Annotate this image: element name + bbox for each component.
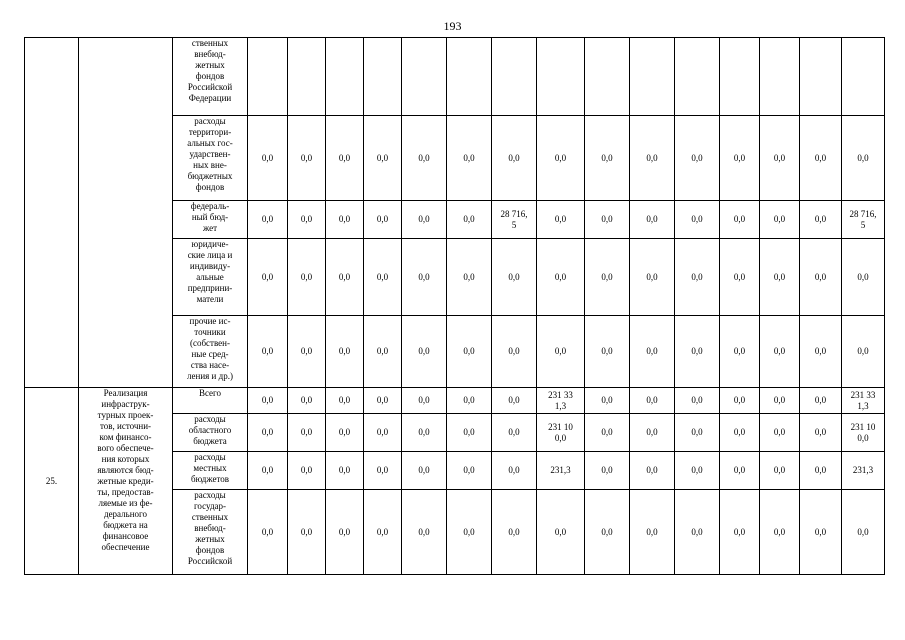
value-cell bbox=[447, 201, 492, 239]
value-cell-text: 0,0 bbox=[261, 427, 274, 437]
value-cell bbox=[537, 388, 585, 414]
value-cell bbox=[326, 452, 364, 490]
value-cell bbox=[630, 452, 675, 490]
value-cell-text: 0,0 bbox=[601, 152, 613, 163]
funding-source-cell-text: расходы государ- ственных внебюд- жетных фондов Российской bbox=[187, 490, 233, 566]
value-cell bbox=[760, 316, 800, 388]
funding-source-cell-text: федераль- ный бюд- жет bbox=[190, 201, 230, 233]
value-cell-text: 0,0 bbox=[463, 427, 475, 437]
value-cell-text: 0,0 bbox=[554, 214, 567, 224]
value-cell-text: 0,0 bbox=[338, 152, 351, 163]
row-number-cell-text: 25. bbox=[45, 475, 58, 486]
value-cell bbox=[364, 239, 402, 316]
value-cell bbox=[537, 201, 585, 239]
value-cell bbox=[326, 201, 364, 239]
value-cell bbox=[675, 201, 720, 239]
value-cell bbox=[248, 38, 288, 116]
value-cell-text: 0,0 bbox=[418, 214, 430, 224]
value-cell-text: 0,0 bbox=[814, 465, 827, 475]
value-cell-text: 0,0 bbox=[463, 395, 475, 405]
value-cell bbox=[364, 388, 402, 414]
value-cell bbox=[447, 452, 492, 490]
value-cell bbox=[800, 116, 842, 201]
value-cell bbox=[720, 452, 760, 490]
funding-source-cell-text: расходы местных бюджетов bbox=[190, 452, 230, 484]
value-cell bbox=[248, 388, 288, 414]
value-cell bbox=[402, 452, 447, 490]
value-cell bbox=[492, 239, 537, 316]
value-cell bbox=[537, 116, 585, 201]
value-cell-text: 0,0 bbox=[376, 152, 389, 163]
value-cell-text: 0,0 bbox=[463, 214, 475, 224]
value-cell bbox=[760, 201, 800, 239]
value-cell-text: 0,0 bbox=[300, 427, 313, 437]
value-cell bbox=[248, 414, 288, 452]
funding-source-cell-text: ственных внебюд- жетных фондов Российской Федерации bbox=[187, 38, 233, 103]
value-cell bbox=[760, 239, 800, 316]
value-cell-text: 0,0 bbox=[646, 214, 658, 224]
value-cell-text: 0,0 bbox=[463, 465, 475, 475]
value-cell bbox=[447, 490, 492, 575]
value-cell bbox=[447, 239, 492, 316]
value-cell bbox=[537, 490, 585, 575]
value-cell-text: 28 716, 5 bbox=[849, 208, 877, 230]
value-cell bbox=[492, 38, 537, 116]
value-cell bbox=[326, 239, 364, 316]
value-cell-text: 0,0 bbox=[508, 271, 520, 282]
funding-source-cell bbox=[173, 239, 248, 316]
value-cell bbox=[630, 490, 675, 575]
value-cell-text: 0,0 bbox=[601, 271, 613, 282]
value-cell-text: 0,0 bbox=[554, 271, 567, 282]
value-cell-text: 0,0 bbox=[508, 152, 520, 163]
value-cell bbox=[585, 38, 630, 116]
value-cell bbox=[402, 239, 447, 316]
value-cell-text: 0,0 bbox=[261, 152, 274, 163]
value-cell-text: 0,0 bbox=[773, 271, 786, 282]
value-cell bbox=[675, 239, 720, 316]
value-cell-text: 0,0 bbox=[691, 214, 703, 224]
value-cell-text: 0,0 bbox=[857, 152, 869, 163]
value-cell bbox=[800, 38, 842, 116]
value-cell-text: 0,0 bbox=[376, 271, 389, 282]
value-cell-text: 0,0 bbox=[773, 526, 786, 537]
row-number-cell bbox=[25, 388, 79, 575]
value-cell-text: 231 33 1,3 bbox=[850, 389, 876, 411]
value-cell-text: 0,0 bbox=[261, 526, 274, 537]
value-cell-text: 0,0 bbox=[508, 427, 520, 437]
value-cell-text: 0,0 bbox=[814, 152, 827, 163]
value-cell-text: 0,0 bbox=[601, 395, 613, 405]
value-cell bbox=[630, 414, 675, 452]
value-cell bbox=[760, 388, 800, 414]
value-cell bbox=[842, 414, 885, 452]
value-cell bbox=[492, 201, 537, 239]
value-cell bbox=[720, 490, 760, 575]
value-cell bbox=[585, 452, 630, 490]
value-cell-text: 0,0 bbox=[601, 465, 613, 475]
value-cell-text: 0,0 bbox=[691, 465, 703, 475]
value-cell-text: 0,0 bbox=[773, 395, 786, 405]
value-cell-text: 0,0 bbox=[418, 395, 430, 405]
value-cell-text: 0,0 bbox=[773, 346, 786, 356]
value-cell bbox=[800, 239, 842, 316]
value-cell bbox=[630, 201, 675, 239]
value-cell-text: 0,0 bbox=[338, 346, 351, 356]
funding-source-cell-text: расходы областного бюджета bbox=[188, 414, 232, 446]
value-cell bbox=[492, 388, 537, 414]
funding-source-cell bbox=[173, 452, 248, 490]
value-cell-text: 0,0 bbox=[601, 346, 613, 356]
value-cell bbox=[800, 316, 842, 388]
value-cell bbox=[800, 452, 842, 490]
value-cell-text: 0,0 bbox=[300, 152, 313, 163]
table-row bbox=[25, 388, 885, 414]
value-cell bbox=[800, 201, 842, 239]
value-cell-text: 0,0 bbox=[338, 271, 351, 282]
value-cell-text: 0,0 bbox=[508, 346, 520, 356]
value-cell bbox=[585, 316, 630, 388]
value-cell-text: 0,0 bbox=[508, 526, 520, 537]
value-cell bbox=[720, 388, 760, 414]
value-cell bbox=[248, 316, 288, 388]
value-cell bbox=[447, 316, 492, 388]
value-cell-text: 0,0 bbox=[691, 427, 703, 437]
value-cell bbox=[585, 490, 630, 575]
value-cell bbox=[842, 452, 885, 490]
value-cell-text: 231 33 1,3 bbox=[548, 389, 573, 411]
value-cell-text: 231,3 bbox=[550, 465, 571, 475]
value-cell bbox=[288, 414, 326, 452]
value-cell-text: 0,0 bbox=[733, 465, 746, 475]
value-cell bbox=[760, 116, 800, 201]
value-cell-text: 231,3 bbox=[852, 465, 874, 475]
value-cell-text: 0,0 bbox=[733, 152, 746, 163]
value-cell bbox=[326, 316, 364, 388]
value-cell bbox=[800, 490, 842, 575]
value-cell-text: 0,0 bbox=[261, 465, 274, 475]
value-cell-text: 0,0 bbox=[814, 526, 827, 537]
value-cell-text: 0,0 bbox=[300, 465, 313, 475]
value-cell bbox=[675, 414, 720, 452]
funding-source-cell bbox=[173, 38, 248, 116]
value-cell bbox=[585, 239, 630, 316]
value-cell bbox=[675, 388, 720, 414]
value-cell-text: 0,0 bbox=[418, 526, 430, 537]
value-cell-text: 0,0 bbox=[601, 427, 613, 437]
value-cell bbox=[288, 239, 326, 316]
value-cell-text: 0,0 bbox=[857, 346, 869, 356]
value-cell bbox=[364, 452, 402, 490]
value-cell-text: 28 716, 5 bbox=[500, 208, 528, 230]
value-cell bbox=[326, 490, 364, 575]
measure-name-cell bbox=[79, 38, 173, 388]
value-cell-text: 0,0 bbox=[733, 395, 746, 405]
value-cell-text: 0,0 bbox=[601, 214, 613, 224]
value-cell bbox=[537, 239, 585, 316]
value-cell bbox=[364, 414, 402, 452]
value-cell-text: 0,0 bbox=[463, 152, 475, 163]
value-cell bbox=[402, 490, 447, 575]
value-cell-text: 0,0 bbox=[418, 346, 430, 356]
value-cell-text: 0,0 bbox=[554, 346, 567, 356]
value-cell-text: 0,0 bbox=[814, 346, 827, 356]
value-cell bbox=[248, 490, 288, 575]
value-cell-text: 231 10 0,0 bbox=[548, 421, 573, 443]
value-cell-text: 0,0 bbox=[261, 395, 274, 405]
value-cell-text: 0,0 bbox=[376, 346, 389, 356]
value-cell bbox=[630, 116, 675, 201]
value-cell-text: 0,0 bbox=[338, 526, 351, 537]
value-cell-text: 0,0 bbox=[733, 346, 746, 356]
value-cell-text: 0,0 bbox=[733, 427, 746, 437]
value-cell-text: 0,0 bbox=[261, 271, 274, 282]
budget-table bbox=[24, 37, 885, 575]
value-cell-text: 0,0 bbox=[300, 346, 313, 356]
value-cell bbox=[537, 38, 585, 116]
value-cell-text: 0,0 bbox=[338, 214, 351, 224]
value-cell-text: 0,0 bbox=[418, 465, 430, 475]
funding-source-cell-text: Всего bbox=[198, 388, 222, 398]
value-cell-text: 0,0 bbox=[418, 271, 430, 282]
value-cell-text: 0,0 bbox=[857, 271, 869, 282]
value-cell bbox=[402, 116, 447, 201]
value-cell bbox=[288, 452, 326, 490]
value-cell-text: 0,0 bbox=[463, 271, 475, 282]
value-cell-text: 0,0 bbox=[418, 427, 430, 437]
value-cell bbox=[326, 116, 364, 201]
value-cell-text: 0,0 bbox=[463, 526, 475, 537]
table-row bbox=[25, 38, 885, 116]
value-cell bbox=[288, 316, 326, 388]
value-cell-text: 0,0 bbox=[814, 395, 827, 405]
measure-name-cell-text: Реализация инфраструк- турных проек- тов, источни- ком финансо- вого обеспече- ния которых являются бюд- жетные креди- ты, предостав- ляемые из фе- дерального бюджета на финансовое обеспечение bbox=[97, 388, 154, 552]
value-cell-text: 0,0 bbox=[261, 346, 274, 356]
value-cell bbox=[447, 414, 492, 452]
value-cell bbox=[537, 414, 585, 452]
value-cell bbox=[402, 414, 447, 452]
value-cell bbox=[288, 388, 326, 414]
value-cell bbox=[364, 201, 402, 239]
funding-source-cell bbox=[173, 116, 248, 201]
funding-source-cell-text: юридиче- ские лица и индивиду- альные предприни- матели bbox=[187, 239, 233, 304]
value-cell bbox=[288, 38, 326, 116]
value-cell bbox=[492, 490, 537, 575]
value-cell bbox=[492, 452, 537, 490]
value-cell bbox=[492, 316, 537, 388]
value-cell bbox=[326, 414, 364, 452]
value-cell bbox=[760, 38, 800, 116]
value-cell-text: 0,0 bbox=[773, 214, 786, 224]
value-cell bbox=[585, 388, 630, 414]
value-cell-text: 0,0 bbox=[646, 427, 658, 437]
value-cell bbox=[248, 239, 288, 316]
funding-source-cell bbox=[173, 490, 248, 575]
value-cell bbox=[537, 452, 585, 490]
value-cell bbox=[630, 316, 675, 388]
value-cell-text: 0,0 bbox=[646, 152, 658, 163]
value-cell-text: 0,0 bbox=[376, 427, 389, 437]
value-cell-text: 0,0 bbox=[601, 526, 613, 537]
value-cell-text: 0,0 bbox=[300, 526, 313, 537]
value-cell bbox=[842, 116, 885, 201]
value-cell-text: 0,0 bbox=[646, 526, 658, 537]
value-cell bbox=[720, 38, 760, 116]
value-cell-text: 0,0 bbox=[733, 271, 746, 282]
value-cell bbox=[675, 490, 720, 575]
funding-source-cell bbox=[173, 201, 248, 239]
value-cell bbox=[402, 201, 447, 239]
value-cell-text: 0,0 bbox=[691, 271, 703, 282]
value-cell-text: 0,0 bbox=[733, 214, 746, 224]
value-cell bbox=[585, 414, 630, 452]
value-cell bbox=[248, 116, 288, 201]
value-cell-text: 0,0 bbox=[691, 152, 703, 163]
value-cell bbox=[675, 316, 720, 388]
value-cell bbox=[288, 116, 326, 201]
value-cell bbox=[326, 388, 364, 414]
value-cell bbox=[630, 38, 675, 116]
value-cell bbox=[842, 38, 885, 116]
value-cell-text: 0,0 bbox=[376, 214, 389, 224]
value-cell-text: 0,0 bbox=[300, 395, 313, 405]
value-cell bbox=[760, 490, 800, 575]
value-cell-text: 0,0 bbox=[857, 526, 869, 537]
value-cell bbox=[492, 116, 537, 201]
value-cell-text: 0,0 bbox=[376, 526, 389, 537]
value-cell-text: 0,0 bbox=[338, 427, 351, 437]
value-cell bbox=[364, 38, 402, 116]
value-cell bbox=[447, 116, 492, 201]
value-cell bbox=[800, 414, 842, 452]
value-cell bbox=[720, 316, 760, 388]
value-cell-text: 0,0 bbox=[646, 346, 658, 356]
value-cell bbox=[364, 116, 402, 201]
measure-name-cell bbox=[79, 388, 173, 575]
value-cell bbox=[675, 38, 720, 116]
value-cell bbox=[720, 414, 760, 452]
value-cell-text: 0,0 bbox=[508, 395, 520, 405]
value-cell bbox=[537, 316, 585, 388]
value-cell-text: 0,0 bbox=[773, 152, 786, 163]
value-cell bbox=[720, 201, 760, 239]
value-cell bbox=[675, 116, 720, 201]
value-cell bbox=[364, 316, 402, 388]
funding-source-cell bbox=[173, 316, 248, 388]
value-cell bbox=[447, 38, 492, 116]
value-cell bbox=[720, 116, 760, 201]
value-cell-text: 0,0 bbox=[691, 526, 703, 537]
value-cell-text: 0,0 bbox=[814, 271, 827, 282]
value-cell-text: 0,0 bbox=[300, 271, 313, 282]
value-cell bbox=[326, 38, 364, 116]
value-cell-text: 0,0 bbox=[773, 427, 786, 437]
value-cell bbox=[630, 239, 675, 316]
value-cell bbox=[760, 452, 800, 490]
value-cell bbox=[720, 239, 760, 316]
value-cell bbox=[585, 116, 630, 201]
page-number: 193 bbox=[443, 19, 462, 33]
value-cell-text: 0,0 bbox=[646, 465, 658, 475]
value-cell bbox=[842, 316, 885, 388]
value-cell-text: 0,0 bbox=[338, 465, 351, 475]
row-number-cell bbox=[25, 38, 79, 388]
value-cell-text: 0,0 bbox=[814, 427, 827, 437]
funding-source-cell-text: расходы территори- альных гос- ударствен- ных вне- бюджетных фондов bbox=[187, 116, 233, 192]
funding-source-cell bbox=[173, 388, 248, 414]
value-cell bbox=[842, 490, 885, 575]
value-cell-text: 231 10 0,0 bbox=[850, 421, 876, 443]
value-cell-text: 0,0 bbox=[418, 152, 430, 163]
value-cell bbox=[585, 201, 630, 239]
value-cell bbox=[842, 201, 885, 239]
value-cell-text: 0,0 bbox=[646, 271, 658, 282]
value-cell bbox=[842, 239, 885, 316]
value-cell bbox=[288, 490, 326, 575]
value-cell-text: 0,0 bbox=[691, 346, 703, 356]
value-cell-text: 0,0 bbox=[261, 214, 274, 224]
value-cell-text: 0,0 bbox=[733, 526, 746, 537]
value-cell bbox=[492, 414, 537, 452]
value-cell-text: 0,0 bbox=[463, 346, 475, 356]
value-cell-text: 0,0 bbox=[508, 465, 520, 475]
value-cell-text: 0,0 bbox=[691, 395, 703, 405]
value-cell bbox=[760, 414, 800, 452]
value-cell-text: 0,0 bbox=[376, 465, 389, 475]
value-cell bbox=[248, 452, 288, 490]
value-cell bbox=[402, 38, 447, 116]
value-cell-text: 0,0 bbox=[376, 395, 389, 405]
value-cell bbox=[364, 490, 402, 575]
value-cell-text: 0,0 bbox=[554, 152, 567, 163]
value-cell bbox=[800, 388, 842, 414]
value-cell bbox=[630, 388, 675, 414]
value-cell bbox=[675, 452, 720, 490]
value-cell bbox=[842, 388, 885, 414]
funding-source-cell bbox=[173, 414, 248, 452]
funding-source-cell-text: прочие ис- точники (собствен- ные сред- ства насе- ления и др.) bbox=[187, 316, 233, 381]
value-cell bbox=[288, 201, 326, 239]
value-cell-text: 0,0 bbox=[814, 214, 827, 224]
value-cell bbox=[248, 201, 288, 239]
value-cell-text: 0,0 bbox=[773, 465, 786, 475]
value-cell-text: 0,0 bbox=[300, 214, 313, 224]
value-cell bbox=[447, 388, 492, 414]
value-cell-text: 0,0 bbox=[554, 526, 567, 537]
value-cell bbox=[402, 388, 447, 414]
value-cell-text: 0,0 bbox=[646, 395, 658, 405]
value-cell bbox=[402, 316, 447, 388]
value-cell-text: 0,0 bbox=[338, 395, 351, 405]
